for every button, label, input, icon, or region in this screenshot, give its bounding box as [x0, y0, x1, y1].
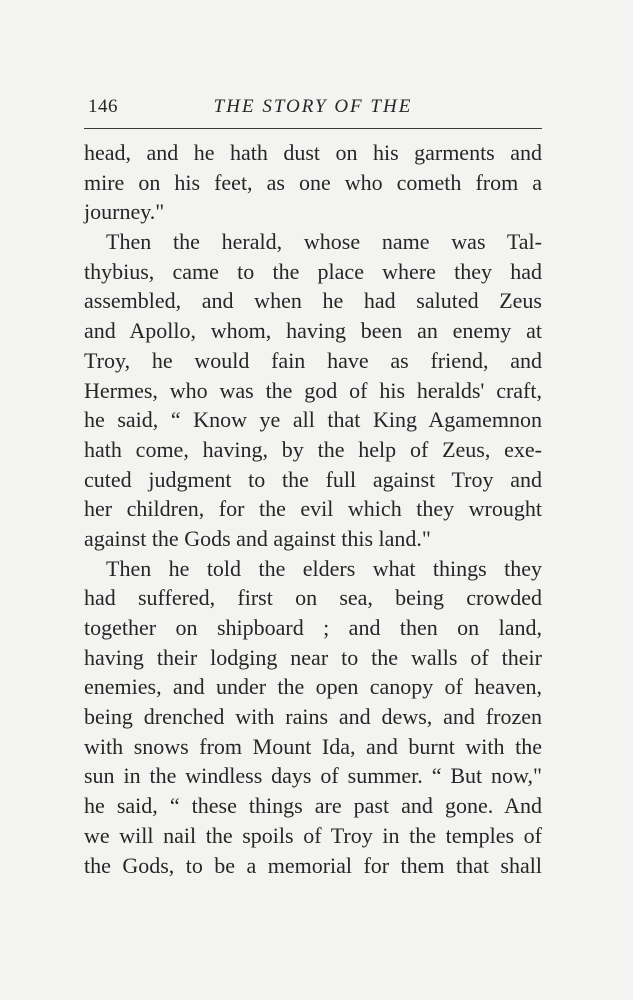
text-line: Then he told the elders what things they [106, 555, 542, 581]
text-line: we will nail the spoils of Troy in the temples of [84, 822, 542, 848]
text-line: had suffered, first on sea, being crowded [84, 585, 542, 611]
body-text [84, 138, 542, 880]
text-line: enemies, and under the open canopy of heaven, [84, 674, 542, 700]
page-number: 146 [88, 96, 118, 117]
text-line: cuted judgment to the full against Troy and [84, 466, 542, 492]
text-line: hath come, having, by the help of Zeus, exe- [84, 436, 542, 462]
text-line: sun in the windless days of summer. “ But now," [84, 763, 542, 789]
text-line: with snows from Mount Ida, and burnt with the [84, 733, 542, 759]
text-line: thybius, came to the place where they had [84, 258, 542, 284]
text-line: he said, “ Know ye all that King Agamemnon [84, 407, 542, 433]
text-line: Then the herald, whose name was Tal- [106, 229, 542, 255]
text-line: head, and he hath dust on his garments and [84, 140, 542, 165]
text-line: being drenched with rains and dews, and frozen [84, 704, 542, 730]
running-head: THE STORY OF THE [213, 96, 413, 117]
text-line: mire on his feet, as one who cometh from a [84, 169, 542, 195]
text-line: assembled, and when he had saluted Zeus [84, 288, 542, 314]
text-line: together on shipboard ; and then on land, [84, 615, 542, 640]
text-line: Troy, he would fain have as friend, and [84, 347, 542, 373]
text-line: Hermes, who was the god of his heralds' craft, [84, 377, 542, 403]
text-line: and Apollo, whom, having been an enemy at [84, 318, 542, 344]
text-line: the Gods, to be a memorial for them that shall [84, 852, 542, 878]
text-line: having their lodging near to the walls of their [84, 644, 542, 670]
text-line: against the Gods and against this land." [84, 525, 431, 551]
text-line: journey." [84, 199, 165, 225]
text-line: he said, “ these things are past and gone. And [84, 793, 542, 819]
page-header [84, 96, 542, 124]
header-rule [84, 128, 542, 129]
text-line: her children, for the evil which they wrought [84, 496, 542, 522]
